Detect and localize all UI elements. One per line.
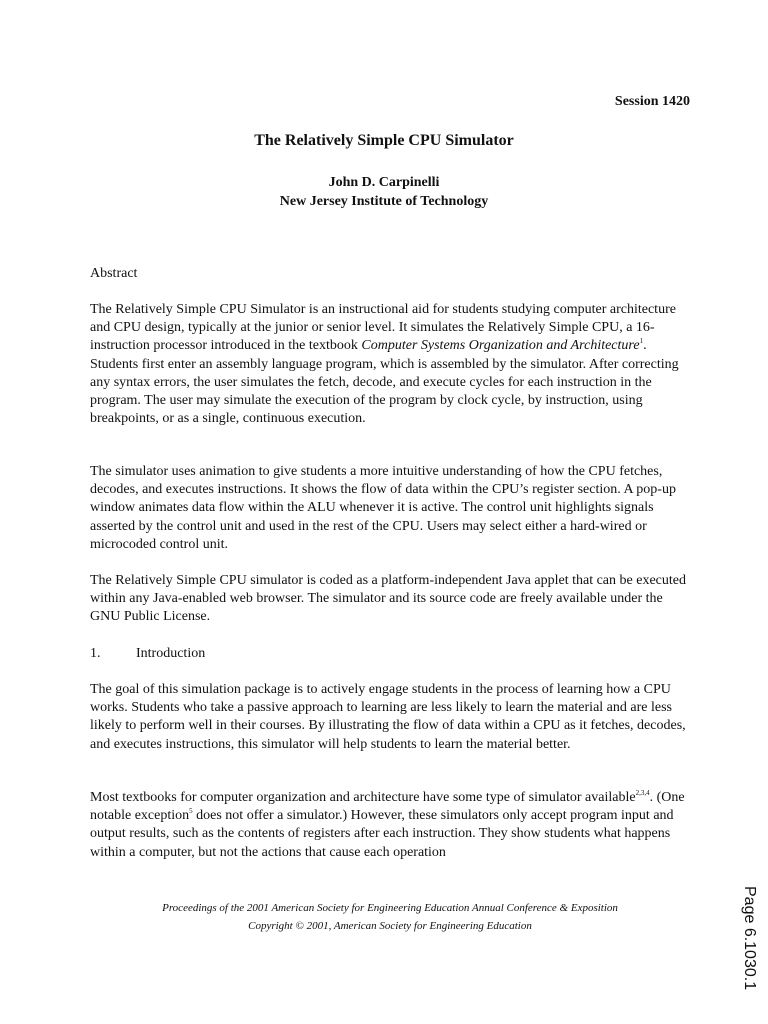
intro-p2-text-b: . (One notable exception	[90, 790, 685, 824]
abstract-p3-text: The Relatively Simple CPU simulator is coded as a platform-independent Java applet that can be executed within any Java-enabled web browser. The simulator and its source code are freely available under the GNU Public License.	[90, 573, 686, 625]
section-title: Introduction	[136, 646, 206, 661]
session-label: Session 1420	[614, 94, 690, 109]
section-number: 1.	[90, 646, 101, 661]
page-footer	[90, 899, 690, 935]
author-name: John D. Carpinelli	[328, 175, 440, 190]
page-number-stamp	[738, 886, 762, 996]
footer-proceedings: Proceedings of the 2001 American Society for Engineering Education Annual Conference & Exposition	[162, 902, 618, 914]
abstract-paragraph-1	[90, 301, 690, 428]
abstract-p1-text-b: . Students first enter an assembly language program, which is assembled by the simulator. After correcting any syntax errors, the user simulates the fetch, decode, and execute cycles for each instruction in the program. The user may simulate the execution of the program by clock cycle, by instruction, using breakpoints, or as a single, continuous execution.	[90, 338, 679, 427]
citation-ref-2-4: 2,3,4	[635, 789, 650, 797]
intro-p2-text-a: Most textbooks for computer organization and architecture have some type of simulator available	[90, 790, 636, 805]
intro-paragraph-1	[90, 681, 690, 754]
intro-p1-text: The goal of this simulation package is to actively engage students in the process of learning how a CPU works. Students who take a passive approach to learning are less likely to learn the material and are less likely to perform well in their courses. By illustrating the flow of data within a CPU as it fetches, decodes, and executes instructions, this simulator will help students to learn the material better.	[90, 682, 686, 752]
abstract-heading: Abstract	[90, 266, 138, 281]
textbook-title: Computer Systems Organization and Architecture	[361, 338, 640, 354]
author-block	[0, 173, 768, 211]
abstract-paragraph-2	[90, 463, 690, 554]
author-affiliation: New Jersey Institute of Technology	[279, 194, 489, 209]
paper-title: The Relatively Simple CPU Simulator	[254, 132, 514, 149]
citation-ref-5: 5	[189, 807, 193, 816]
abstract-paragraph-3	[90, 572, 690, 627]
abstract-p2-text: The simulator uses animation to give students a more intuitive understanding of how the CPU fetches, decodes, and executes instructions. It shows the flow of data within the CPU’s register section. A pop-up window animates data flow within the ALU whenever it is active. The control unit highlights signals asserted by the control unit and used in the rest of the CPU. Users may select either a hard-wired or microcoded control unit.	[90, 464, 676, 552]
intro-p2-text-c: does not offer a simulator.) However, these simulators only accept program input and output results, such as the contents of registers after each instruction. They show students what happens within a computer, but not the actions that cause each operation	[90, 808, 674, 860]
citation-ref-1: 1	[639, 337, 644, 346]
abstract-p1-text-a: The Relatively Simple CPU Simulator is an instructional aid for students studying computer architecture and CPU design, typically at the junior or senior level. It simulates the Relatively Simple CPU, a 16-instruction processor introduced in the textbook	[90, 302, 676, 354]
section-heading-introduction	[90, 645, 690, 663]
intro-paragraph-2	[90, 789, 690, 862]
page-number-text: Page 6.1030.1	[741, 886, 758, 991]
footer-copyright: Copyright © 2001, American Society for Engineering Education	[248, 920, 532, 932]
